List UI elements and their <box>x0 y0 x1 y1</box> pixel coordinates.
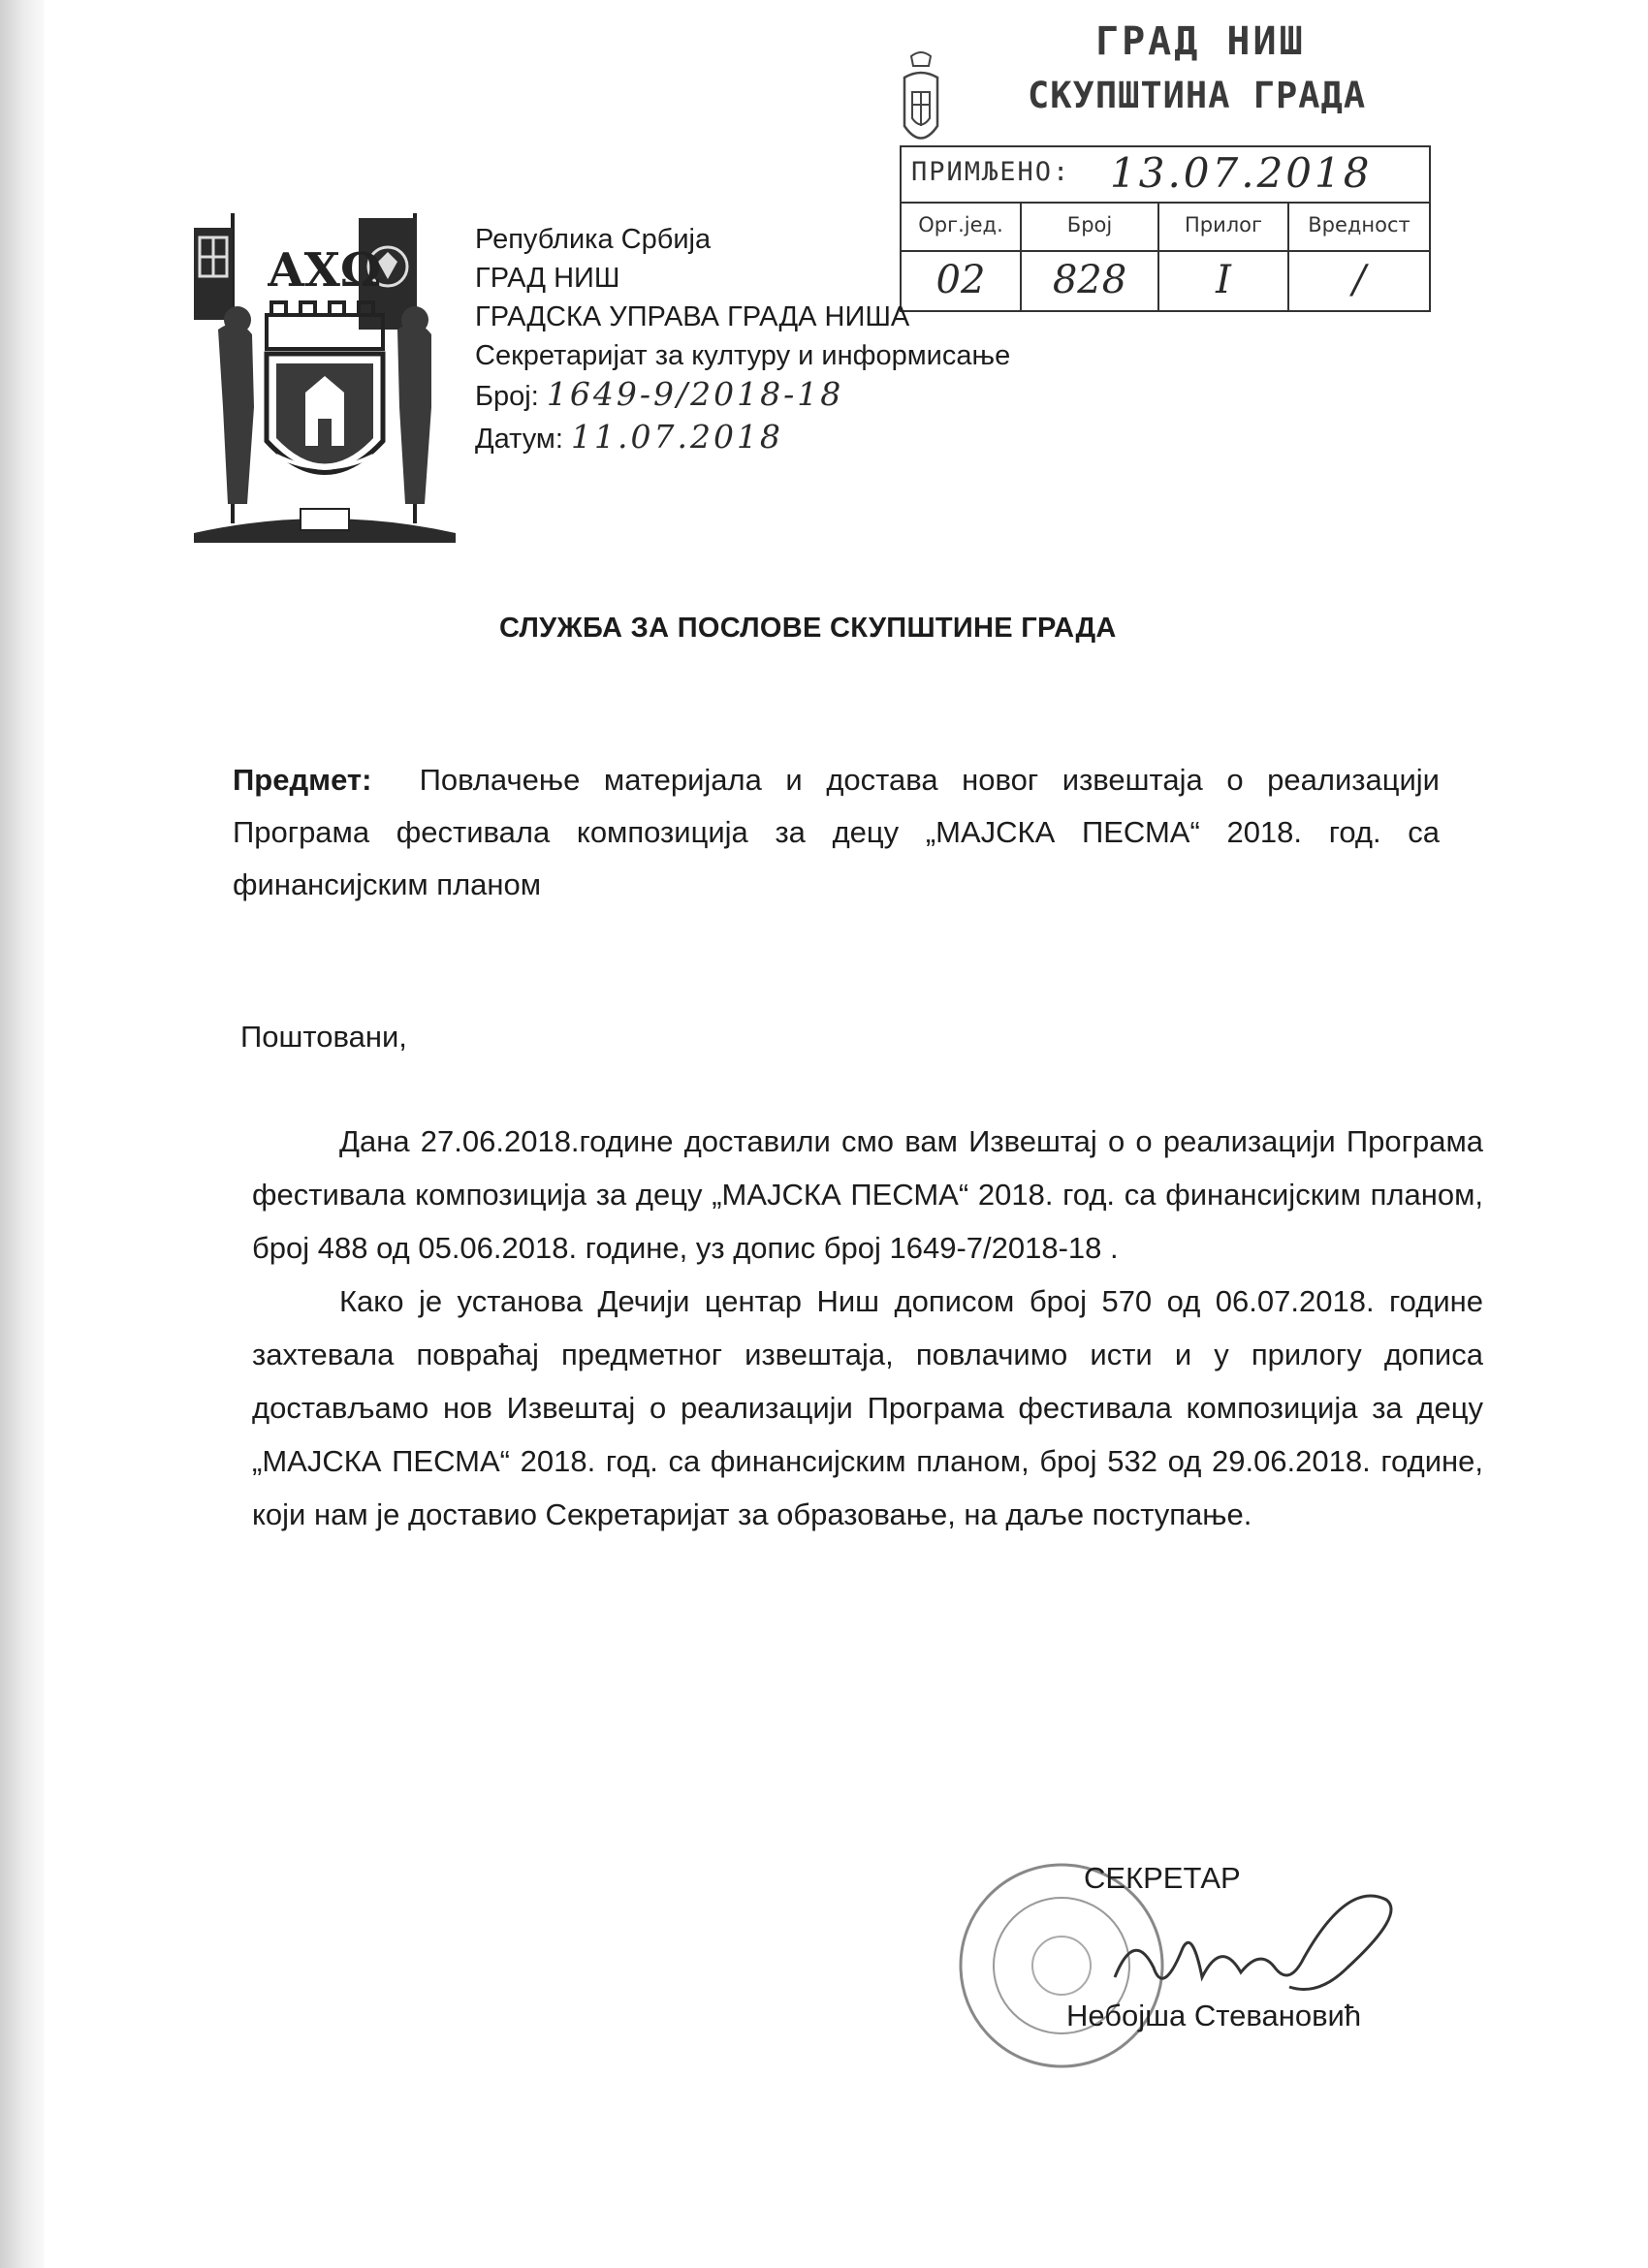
received-values-row <box>902 250 1429 310</box>
svg-text:ΑΧΩ: ΑΧΩ <box>268 243 382 298</box>
subject-text: Повлачење материјала и достава новог извештаја о реализацији Програма фестивала композиција за децу „МАЈСКА ПЕСМА“ 2018. год. са финансијским планом <box>233 763 1440 901</box>
number-line <box>475 376 843 415</box>
received-date: 13.07.2018 <box>1110 149 1373 197</box>
administration-line: ГРАДСКА УПРАВА ГРАДА НИША <box>475 301 910 332</box>
value-attachment: I <box>1159 250 1289 310</box>
body-paragraph-1: Дана 27.06.2018.године доставили смо вам Извештај о о реализацији Програма фестивала композиција за децу „МАЈСКА ПЕСМА“ 2018. год. са финансијским планом, број 488 од 05.06.2018. године, уз допис број 1649-7/2018-18 . <box>252 1124 1483 1265</box>
signatory-title: СЕКРЕТАР <box>1084 1861 1241 1895</box>
subject-block <box>233 754 1440 911</box>
scan-edge-shadow <box>0 0 45 2268</box>
received-headers-row <box>902 202 1429 252</box>
header-org-unit: Орг.јед. <box>902 202 1022 250</box>
department-line: Секретаријат за културу и информисање <box>475 340 1011 371</box>
signatory-name: Небојша Стевановић <box>1066 1999 1362 2032</box>
serbia-emblem-icon <box>897 48 945 155</box>
value-org-unit: 02 <box>902 250 1022 310</box>
assembly-stamp <box>1028 15 1435 121</box>
value-number: 828 <box>1022 250 1159 310</box>
header-number: Број <box>1022 202 1159 250</box>
nis-coat-of-arms-icon <box>194 213 456 543</box>
letter-body <box>252 1115 1483 1541</box>
greeting: Поштовани, <box>240 1020 407 1054</box>
date-line <box>475 419 783 457</box>
city-line: ГРАД НИШ <box>475 263 620 294</box>
date-value: 11.07.2018 <box>570 418 783 456</box>
header-value: Вредност <box>1308 213 1410 236</box>
number-value: 1649-9/2018-18 <box>546 375 844 413</box>
recipient-title: СЛУЖБА ЗА ПОСЛОВЕ СКУПШТИНЕ ГРАДА <box>499 613 1117 644</box>
subject-label: Предмет: <box>233 763 372 797</box>
date-label: Датум: <box>475 424 563 455</box>
body-paragraph-2: Како је установа Дечији центар Ниш дописом број 570 од 06.07.2018. године захтевала повраћај предметног извештаја, повлачимо исти и у прилогу дописа достављамо нов Извештај о реализацији Програма фестивала композиција за децу „МАЈСКА ПЕСМА“ 2018. год. са финансијским планом, број 532 од 29.06.2018. године, који нам је доставио Секретаријат за образовање, на даље поступање. <box>252 1284 1483 1531</box>
received-label: ПРИМЉЕНО: <box>911 157 1071 187</box>
received-row <box>902 147 1429 204</box>
value-value: / <box>1352 258 1366 302</box>
stamp-line-assembly: СКУПШТИНА ГРАДА <box>1028 75 1367 116</box>
received-stamp-table <box>900 145 1431 312</box>
number-label: Број: <box>475 381 539 412</box>
country-line: Република Србија <box>475 224 712 255</box>
handwritten-signature <box>1095 1871 1415 2016</box>
stamp-line-city: ГРАД НИШ <box>1095 19 1306 64</box>
header-attachment: Прилог <box>1159 202 1289 250</box>
